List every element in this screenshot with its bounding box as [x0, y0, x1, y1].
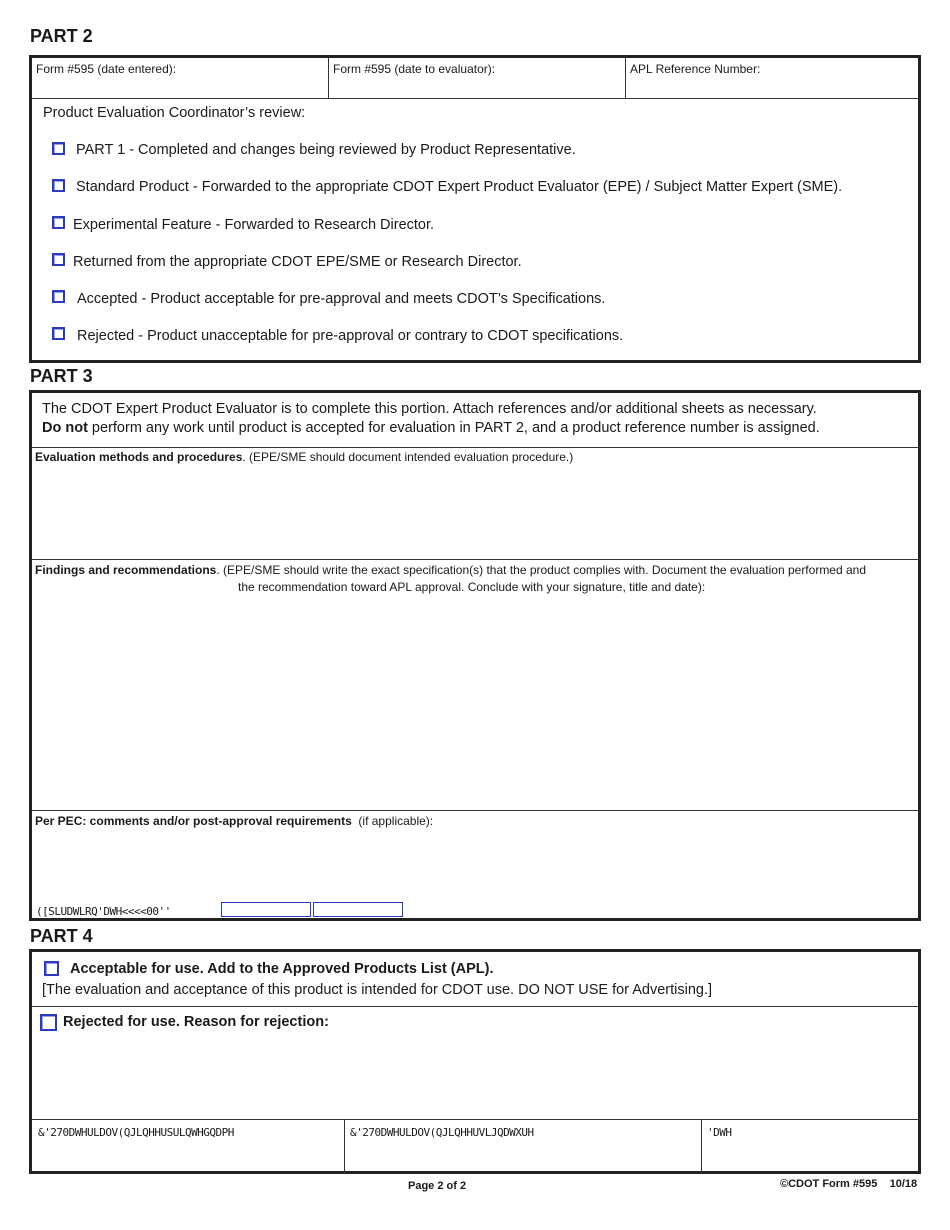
expiration-date-field-2[interactable] — [313, 902, 403, 917]
part1-completed-label: PART 1 - Completed and changes being reviewed by Product Representative. — [76, 142, 576, 158]
part3-intro-line1: The CDOT Expert Product Evaluator is to complete this portion. Attach references and/or additional sheets as necessary. — [42, 401, 817, 417]
cdot-logo-mark: © — [780, 1178, 789, 1190]
apl-reference-number-label: APL Reference Number: — [630, 62, 761, 76]
pec-comments-area[interactable] — [35, 831, 915, 899]
divider — [32, 810, 918, 811]
findings-label — [35, 563, 915, 577]
part4-box — [29, 949, 921, 1174]
part2-title: PART 2 — [30, 26, 93, 46]
form-revision: 10/18 — [889, 1178, 918, 1190]
accepted-checkbox[interactable] — [52, 290, 65, 303]
form-id-footer — [780, 1178, 917, 1190]
divider — [625, 58, 626, 98]
experimental-feature-label: Experimental Feature - Forwarded to Research Director. — [73, 217, 435, 233]
divider — [328, 58, 329, 98]
findings-label-rest: . (EPE/SME should write the exact specification(s) that the product complies with. Document the evaluation performed and — [216, 563, 867, 577]
acceptable-label: Acceptable for use. Add to the Approved Products List (APL). — [70, 961, 494, 977]
returned-checkbox[interactable] — [52, 253, 65, 266]
findings-label-bold: Findings and recommendations — [35, 563, 217, 577]
divider — [32, 1119, 918, 1120]
findings-area[interactable] — [35, 598, 915, 808]
eval-methods-label-bold: Evaluation methods and procedures — [35, 450, 243, 464]
accepted-label: Accepted - Product acceptable for pre-approval and meets CDOT’s Specifications. — [77, 291, 606, 307]
acceptable-checkbox[interactable] — [44, 961, 59, 976]
signature-date-label: 'DWH — [707, 1126, 732, 1139]
divider — [32, 1006, 918, 1007]
form-id: CDOT Form #595 — [788, 1178, 878, 1190]
rejection-reason-area[interactable] — [35, 1034, 915, 1114]
pec-comments-label-rest: (if applicable): — [358, 814, 434, 828]
review-label: Product Evaluation Coordinator’s review: — [43, 105, 306, 121]
part3-intro-line2 — [42, 420, 820, 436]
divider — [32, 559, 918, 560]
part4-title: PART 4 — [30, 926, 93, 946]
rejected-checkbox[interactable] — [52, 327, 65, 340]
page-number: Page 2 of 2 — [408, 1180, 467, 1192]
divider — [32, 447, 918, 448]
rejected-label: Rejected - Product unacceptable for pre-approval or contrary to CDOT specifications. — [77, 328, 624, 344]
form-date-to-evaluator-label: Form #595 (date to evaluator): — [333, 62, 496, 76]
form-date-entered-label: Form #595 (date entered): — [36, 62, 177, 76]
part1-completed-checkbox[interactable] — [52, 142, 65, 155]
returned-label: Returned from the appropriate CDOT EPE/SME or Research Director. — [73, 254, 522, 270]
eval-methods-label — [35, 450, 573, 464]
do-not-text: Do not — [42, 420, 88, 436]
divider — [701, 1119, 702, 1174]
eval-methods-area[interactable] — [35, 467, 915, 557]
part3-title: PART 3 — [30, 366, 93, 386]
rejected-for-use-checkbox[interactable] — [40, 1014, 57, 1031]
materials-engineer-printed-name-label: &'270DWHULDOV(QJLQHHUSULQWHGQDPH — [38, 1126, 234, 1139]
materials-engineer-signature-label: &'270DWHULDOV(QJLQHHUVLJQDWXUH — [350, 1126, 534, 1139]
eval-methods-label-rest: . (EPE/SME should document intended evaluation procedure.) — [242, 450, 574, 464]
findings-label-line2: the recommendation toward APL approval. Conclude with your signature, title and date): — [238, 580, 706, 594]
part2-box — [29, 55, 921, 363]
divider — [32, 98, 918, 99]
pec-comments-label — [35, 814, 433, 828]
rejected-for-use-label: Rejected for use. Reason for rejection: — [63, 1014, 329, 1030]
pec-comments-label-bold: Per PEC: comments and/or post-approval requirements — [35, 814, 352, 828]
acceptable-note: [The evaluation and acceptance of this product is intended for CDOT use. DO NOT USE for Advertising.] — [42, 982, 713, 998]
divider — [344, 1119, 345, 1174]
intro-rest-text: perform any work until product is accepted for evaluation in PART 2, and a product reference number is assigned. — [87, 420, 820, 436]
expiration-date-label: ([SLUDWLRQ'DWH<<<<00'' — [36, 905, 171, 918]
part3-box — [29, 390, 921, 921]
expiration-date-field-1[interactable] — [221, 902, 311, 917]
standard-product-label: Standard Product - Forwarded to the appropriate CDOT Expert Product Evaluator (EPE) / Subject Matter Expert (SME). — [76, 179, 843, 195]
standard-product-checkbox[interactable] — [52, 179, 65, 192]
experimental-feature-checkbox[interactable] — [52, 216, 65, 229]
